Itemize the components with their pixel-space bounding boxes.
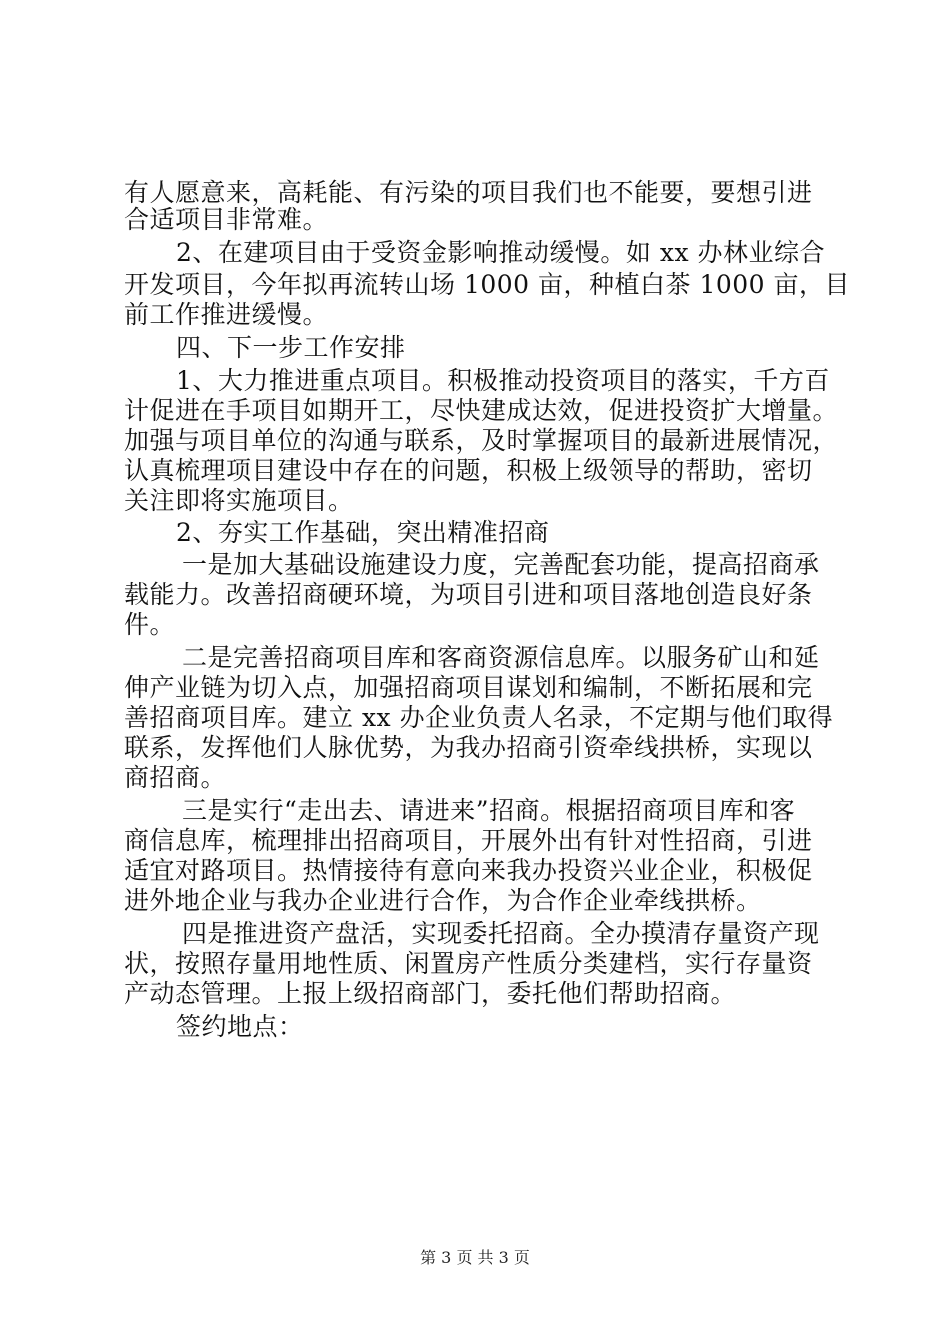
text-line: 四是推进资产盘活，实现委托招商。全办摸清存量资产现: [182, 919, 820, 948]
text-line: 有人愿意来，高耗能、有污染的项目我们也不能要，要想引进: [124, 178, 813, 207]
text-line: 进外地企业与我办企业进行合作，为合作企业牵线拱桥。: [124, 886, 762, 915]
text-line: 开发项目，今年拟再流转山场 1000 亩，种植白茶 1000 亩，目: [124, 270, 851, 299]
text-line: 1、大力推进重点项目。积极推动投资项目的落实，千方百: [176, 366, 830, 395]
text-line: 关注即将实施项目。: [124, 486, 354, 515]
text-line: 产动态管理。上报上级招商部门，委托他们帮助招商。: [124, 979, 737, 1008]
text-line: 前工作推进缓慢。: [124, 300, 329, 329]
text-line: 商招商。: [124, 763, 227, 792]
text-line: 状，按照存量用地性质、闲置房产性质分类建档，实行存量资: [124, 949, 813, 978]
text-line: 联系，发挥他们人脉优势，为我办招商引资牵线拱桥，实现以: [124, 733, 813, 762]
text-line: 善招商项目库。建立 xx 办企业负责人名录，不定期与他们取得: [124, 703, 834, 732]
subsection-heading: 2、夯实工作基础，突出精准招商: [176, 518, 550, 547]
page-footer: 第 3 页 共 3 页: [420, 1248, 530, 1267]
text-line: 一是加大基础设施建设力度，完善配套功能，提高招商承: [182, 550, 820, 579]
text-line: 计促进在手项目如期开工，尽快建成达效，促进投资扩大增量。: [124, 396, 839, 425]
text-line: 件。: [124, 610, 176, 639]
text-line: 三是实行“走出去、请进来”招商。根据招商项目库和客: [182, 796, 796, 825]
text-line: 商信息库，梳理排出招商项目，开展外出有针对性招商，引进: [124, 826, 813, 855]
text-line: 载能力。改善招商硬环境，为项目引进和项目落地创造良好条: [124, 580, 813, 609]
text-line: 加强与项目单位的沟通与联系，及时掌握项目的最新进展情况，: [124, 426, 839, 455]
text-line: 认真梳理项目建设中存在的问题，积极上级领导的帮助，密切: [124, 456, 813, 485]
section-heading: 四、下一步工作安排: [176, 333, 406, 362]
text-line: 伸产业链为切入点，加强招商项目谋划和编制，不断拓展和完: [124, 673, 813, 702]
signing-location-label: 签约地点：: [176, 1012, 304, 1041]
text-line: 2、在建项目由于受资金影响推动缓慢。如 xx 办林业综合: [176, 238, 825, 267]
text-line: 适宜对路项目。热情接待有意向来我办投资兴业企业，积极促: [124, 856, 813, 885]
text-line: 合适项目非常难。: [124, 205, 329, 234]
text-line: 二是完善招商项目库和客商资源信息库。以服务矿山和延: [182, 643, 820, 672]
